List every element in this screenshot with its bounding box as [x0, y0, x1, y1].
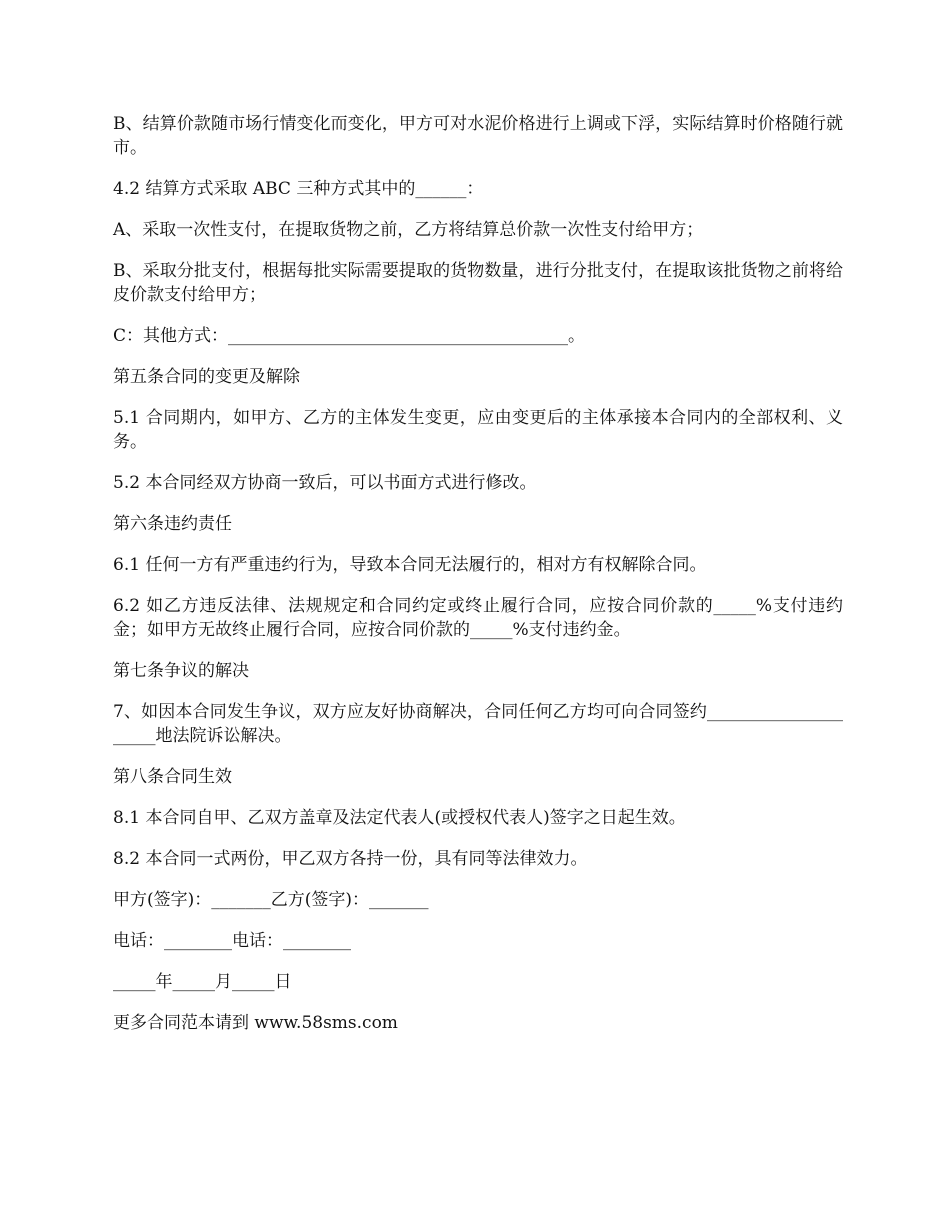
- paragraph-6-1: 6.1 任何一方有严重违约行为，导致本合同无法履行的，相对方有权解除合同。: [113, 555, 707, 575]
- paragraph-price-adjustment: B、结算价款随市场行情变化而变化，甲方可对水泥价格进行上调或下浮，实际结算时价格随行就市。: [113, 114, 843, 158]
- paragraph-option-a: A、采取一次性支付，在提取货物之前，乙方将结算总价款一次性支付给甲方；: [113, 220, 704, 240]
- date-line: _____年_____月_____日: [113, 972, 292, 992]
- section-heading-article-7: 第七条争议的解决: [113, 661, 249, 681]
- paragraph-8-2: 8.2 本合同一式两份，甲乙双方各持一份，具有同等法律效力。: [113, 849, 588, 869]
- paragraph-5-1: 5.1 合同期内，如甲方、乙方的主体发生变更，应由变更后的主体承接本合同内的全部权利、义务。: [113, 408, 843, 452]
- section-heading-article-5: 第五条合同的变更及解除: [113, 367, 300, 387]
- paragraph-5-2: 5.2 本合同经双方协商一致后，可以书面方式进行修改。: [113, 473, 537, 493]
- paragraph-7: 7、如因本合同发生争议，双方应友好协商解决，合同任何乙方均可向合同签约_____________________地法院诉讼解决。: [113, 702, 843, 746]
- section-heading-article-6: 第六条违约责任: [113, 514, 232, 534]
- signature-line: 甲方(签字)：_______乙方(签字)：_______: [113, 890, 429, 910]
- document-body: [113, 112, 843, 1052]
- paragraph-6-2: 6.2 如乙方违反法律、法规规定和合同约定或终止履行合同，应按合同价款的_____%支付违约金；如甲方无故终止履行合同，应按合同价款的_____%支付违约金。: [113, 596, 843, 640]
- phone-line: 电话：________电话：________: [113, 931, 351, 951]
- paragraph-settlement-method: 4.2 结算方式采取 ABC 三种方式其中的______：: [113, 179, 484, 199]
- paragraph-option-c: C：其他方式：________________________________________。: [113, 326, 586, 346]
- section-heading-article-8: 第八条合同生效: [113, 767, 232, 787]
- paragraph-8-1: 8.1 本合同自甲、乙双方盖章及法定代表人(或授权代表人)签字之日起生效。: [113, 808, 686, 828]
- paragraph-option-b: B、采取分批支付，根据每批实际需要提取的货物数量，进行分批支付，在提取该批货物之前将给皮价款支付给甲方；: [113, 261, 843, 305]
- footer-note: 更多合同范本请到 www.58sms.com: [113, 1013, 398, 1033]
